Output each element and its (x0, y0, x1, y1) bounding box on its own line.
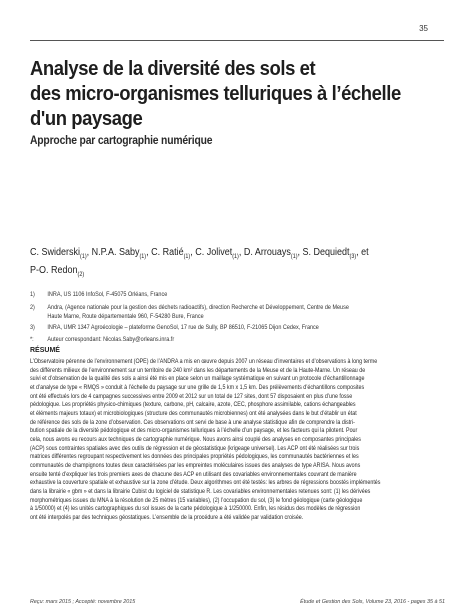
affiliation-number: *: (30, 336, 34, 343)
affiliation-number: 1) (30, 291, 35, 298)
abstract-line: cela, nous avons eu recours aux techniques de cartographie numérique. Nous avons ainsi couplé des analyses en composantes principales (30, 435, 361, 443)
footer-journal: Étude et Gestion des Sols, Volume 23, 2016 - pages 35 à 51 (300, 599, 445, 605)
author-name: S. Dequiedt (302, 247, 350, 258)
author-name: C. Ratié (151, 247, 184, 258)
abstract-line: morphométriques issues du MNA à la résolution de 25 mètres (15 variables), (2) l’occupation du sol, (3) le fond géologique (carte géologique (30, 496, 363, 504)
abstract-line: de référence des sols de la zone d’observation. Ces observations ont servi de base à une analyse statistique afin de comprendre la distri- (30, 418, 355, 426)
abstract-line: et éléments majeurs totaux) et microbiologiques (structure des communautés microbiennes) ont été analysées dans le but d’établir un état (30, 409, 357, 417)
footer-dates: Reçu: mars 2015 ; Accepté: novembre 2015 (30, 599, 136, 605)
resume-heading: RÉSUMÉ (30, 347, 60, 354)
abstract-line: bution spatiale de la diversité pédologique et des micro-organismes telluriques à l’échelle d’un paysage, et les facteurs qui la pilotent. Pour (30, 427, 358, 435)
author-name: C. Swiderski (30, 247, 81, 258)
author-separator: , (238, 247, 244, 258)
author-separator: , et (356, 247, 369, 258)
article-title (30, 56, 408, 131)
author-affiliation-ref: (1) (80, 254, 87, 260)
author-name: N.P.A. Saby (91, 247, 140, 258)
author-affiliation-ref: (1) (232, 254, 239, 260)
corresponding-author (30, 336, 444, 345)
header-rule (30, 40, 444, 41)
article-subtitle: Approche par cartographie numérique (30, 135, 213, 147)
affiliation-3 (30, 324, 444, 333)
corresponding-author-text: Auteur correspondant: Nicolas.Saby@orleans.inra.fr (47, 336, 175, 343)
affiliation-text: INRA, US 1106 InfoSol, F-45075 Orléans, France (47, 291, 168, 298)
abstract-body (30, 358, 444, 522)
author-separator: , (86, 247, 92, 258)
affiliation-1 (30, 291, 444, 300)
abstract-line: ont été effectués lors de 4 campagnes successives entre 2009 et 2012 sur un total de 127 sites, dont 57 disposaient en plus d’une fosse (30, 392, 353, 400)
abstract-line: (ACP) sous contraintes spatiales avec des outils de régression et de géostatistique (krigeage universel). Les ACP ont été réalisées sur trois (30, 444, 360, 452)
abstract-line: et d’analyse de type « RMQS » conduit à l’échelle du paysage sur une grille de 1,5 km x 1,5 km. Des prélèvements d’échantillons composites (30, 383, 365, 391)
author-affiliation-ref: (3) (349, 254, 357, 260)
author-affiliation-ref: (2) (77, 272, 85, 278)
title-line: Analyse de la diversité des sols et (30, 57, 316, 80)
affiliation-number: 2) (30, 304, 35, 311)
abstract-line: suivi et d’observation de la qualité des sols a ainsi été mis en place selon un maillage systématique en suivant un protocole d’échantillonnage (30, 375, 365, 383)
title-line: d'un paysage (30, 107, 143, 130)
abstract-line: communautés de champignons toutes deux caractérisées par les empreintes moléculaires issues des analyses de type ARISA. Nous avons (30, 461, 361, 469)
abstract-line: des différents milieux de l’environnement sur un territoire de 240 km² dans les départements de la Meuse et de la Haute-Marne. Un réseau de (30, 366, 366, 374)
abstract-line: pédologique. Les propriétés physico-chimiques (texture, carbone, pH, calcaire, azote, CEC, phosphore assimilable, cations échangeables (30, 401, 356, 409)
abstract-line: dans la librairie « gbm » et dans la librairie Cubist du logiciel de statistique R. Les covariables environnementales retenues sont: (1) les dérivées (30, 487, 371, 495)
author-line-1 (30, 246, 444, 264)
author-affiliation-ref: (1) (183, 254, 191, 260)
author-separator: , (146, 247, 152, 258)
author-separator: , (297, 247, 303, 258)
author-name: P-O. Redon (30, 265, 78, 276)
author-affiliation-ref: (1) (139, 254, 147, 260)
abstract-line: matrices différentes regroupant respectivement les données des principales propriétés pédologiques, les communautés bactériennes et les (30, 453, 359, 461)
title-line: des micro-organismes telluriques à l’échelle (30, 82, 401, 105)
author-name: C. Jolivet (195, 247, 233, 258)
affiliation-text: Andra, (Agence nationale pour la gestion des déchets radioactifs), direction Recherche et Développement, Centre de Meuse (47, 304, 349, 311)
affiliation-2 (30, 304, 444, 321)
author-separator: , (190, 247, 196, 258)
affiliation-number: 3) (30, 324, 35, 331)
author-line-2 (30, 264, 444, 282)
abstract-line: ont été interpolés par des techniques géostatiques. L’ensemble de la procédure a été validée par validation croisée. (30, 513, 304, 521)
author-name: D. Arrouays (243, 247, 291, 258)
affiliation-text: Haute Marne, Route départementale 960, F-54280 Bure, France (47, 312, 204, 320)
abstract-line: ensuite tenté d’expliquer les trois premiers axes de chacune des ACP en utilisant des covariables environnementales couvrant de manière (30, 470, 357, 478)
author-list (30, 246, 444, 282)
abstract-line: L’Observatoire pérenne de l’environnement (OPE) de l’ANDRA a mis en œuvre depuis 2007 un réseau d’inventaires et d’observations à long terme (30, 358, 378, 365)
abstract-line: à 1/50000) et (4) les unités cartographiques du sol issues de la carte pédologique à 1/250000. Enfin, les résidus des modèles de régression (30, 505, 361, 513)
affiliation-text: INRA, UMR 1347 Agroécologie – plateforme GenoSol, 17 rue de Sully, BP 86510, F-21065 Dijon Cedex, France (47, 324, 319, 331)
author-affiliation-ref: (1) (290, 254, 298, 260)
page-number: 35 (419, 24, 428, 33)
abstract-line: exhaustive la couverture spatiale et exhaustive sur la zone d’étude. Deux algorithmes ont été testés: les arbres de régressions boostés implémentés (30, 479, 381, 487)
